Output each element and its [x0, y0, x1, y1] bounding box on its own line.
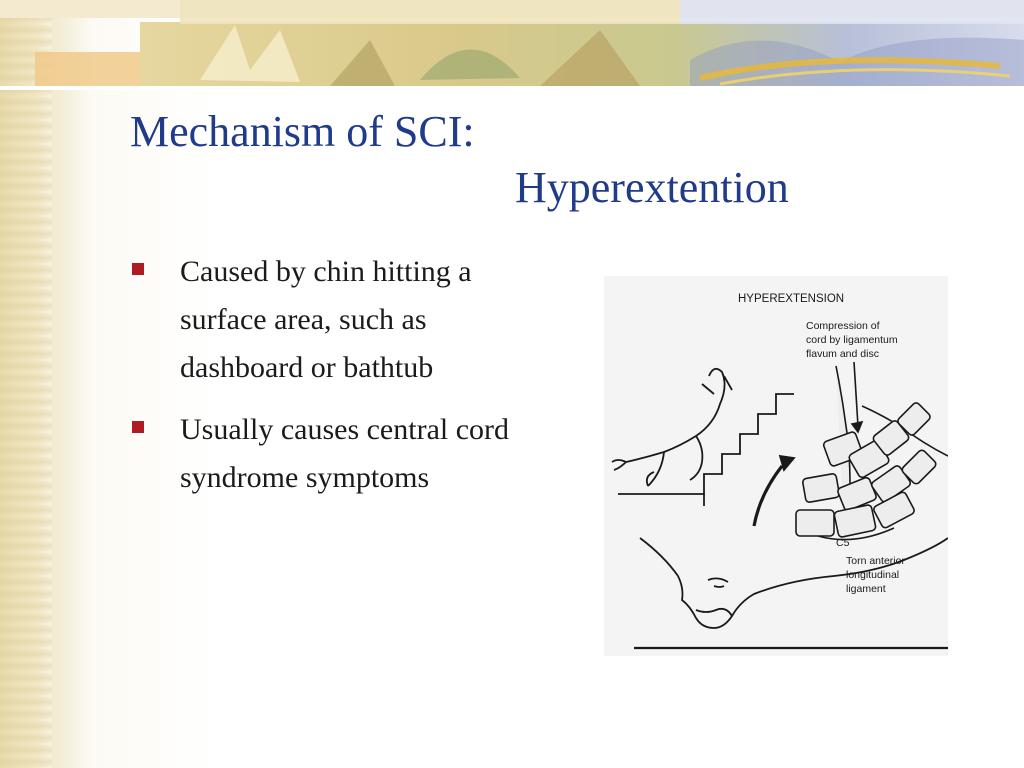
figure-label-compression-2: cord by ligamentum: [806, 334, 898, 346]
figure-label-torn-2: longitudinal: [846, 569, 900, 581]
figure-label-level: C5: [836, 537, 850, 549]
title-line-2: Hyperextention: [515, 163, 789, 212]
square-bullet-icon: [132, 263, 144, 275]
title-line-1: Mechanism of SCI:: [130, 107, 475, 156]
decorative-left-strip: [0, 0, 52, 768]
figure-heading: HYPEREXTENSION: [738, 293, 845, 305]
decorative-left-shade: [52, 0, 92, 768]
slide-title: [130, 104, 789, 216]
bullet-item: [132, 406, 532, 502]
stairs-and-fall-drawing: [612, 369, 794, 506]
figure-label-compression-3: flavum and disc: [806, 348, 879, 360]
bullet-text: Caused by chin hitting a surface area, such as dashboard or bathtub: [180, 255, 472, 384]
figure-label-compression-1: Compression of: [806, 320, 880, 332]
bullet-list: [132, 248, 532, 516]
figure-label-torn-3: ligament: [846, 583, 886, 595]
decorative-banner: [0, 0, 1024, 90]
square-bullet-icon: [132, 421, 144, 433]
bullet-item: [132, 248, 532, 392]
cervical-spine-drawing: [796, 362, 948, 540]
bullet-text: Usually causes central cord syndrome symptoms: [180, 413, 510, 494]
hyperextension-illustration: [604, 276, 948, 656]
figure-label-torn-1: Torn anterior: [846, 555, 905, 567]
